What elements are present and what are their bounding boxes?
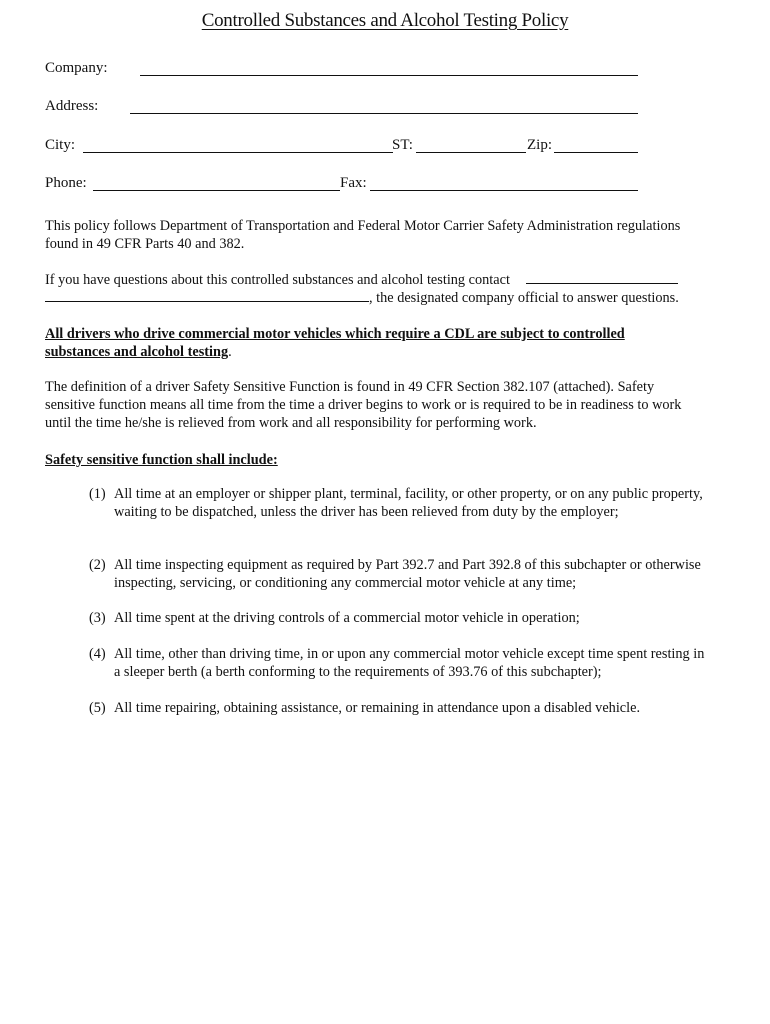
drivers-notice bbox=[45, 325, 685, 361]
contact-paragraph bbox=[45, 271, 705, 307]
city-label: City: bbox=[45, 137, 76, 153]
company-label: Company: bbox=[45, 60, 108, 76]
contact-suffix-text: , the designated company official to answer questions. bbox=[369, 290, 679, 306]
contact-name-line-2[interactable] bbox=[45, 289, 369, 302]
definition-paragraph: The definition of a driver Safety Sensitive Function is found in 49 CFR Section 382.107 (attached). Safety sensitive function means all time from the time a driver begins to work or is required to be in readiness to work until the time he/she is relieved from work and all responsibility for performing work. bbox=[45, 379, 682, 431]
company-input-line[interactable] bbox=[140, 75, 638, 76]
drivers-notice-period: . bbox=[228, 344, 232, 360]
phone-fax-row bbox=[45, 175, 645, 197]
st-label: ST: bbox=[392, 137, 413, 153]
list-item-number: (3) bbox=[89, 610, 106, 626]
city-state-zip-row bbox=[45, 137, 645, 159]
zip-input-line[interactable] bbox=[554, 152, 638, 153]
list-item-number: (4) bbox=[89, 646, 106, 662]
zip-label: Zip: bbox=[527, 137, 552, 153]
st-input-line[interactable] bbox=[416, 152, 526, 153]
drivers-notice-text: All drivers who drive commercial motor vehicles which require a CDL are subject to controlled substances and alcohol testing bbox=[45, 326, 625, 360]
fax-input-line[interactable] bbox=[370, 190, 638, 191]
regulations-paragraph: This policy follows Department of Transportation and Federal Motor Carrier Safety Administration regulations found in 49 CFR Parts 40 and 382. bbox=[45, 218, 681, 252]
list-item-text: All time, other than driving time, in or upon any commercial motor vehicle except time spent resting in a sleeper berth (a berth conforming to the requirements of 393.76 of this subchapter); bbox=[114, 646, 705, 680]
list-item-text: All time spent at the driving controls of a commercial motor vehicle in operation; bbox=[114, 610, 580, 626]
document-title: Controlled Substances and Alcohol Testing Policy bbox=[201, 10, 569, 31]
list-item-text: All time inspecting equipment as required by Part 392.7 and Part 392.8 of this subchapter or otherwise inspecting, servicing, or conditioning any commercial motor vehicle at any time; bbox=[114, 557, 701, 591]
company-field-row bbox=[45, 60, 645, 82]
list-item-number: (1) bbox=[89, 486, 106, 502]
function-heading bbox=[45, 451, 705, 469]
city-input-line[interactable] bbox=[83, 152, 393, 153]
list-item-text: All time repairing, obtaining assistance, or remaining in attendance upon a disabled vehicle. bbox=[114, 700, 641, 716]
address-input-line[interactable] bbox=[130, 113, 638, 114]
list-item-number: (5) bbox=[89, 700, 106, 716]
contact-name-line[interactable] bbox=[526, 271, 678, 284]
contact-prefix-text: If you have questions about this controlled substances and alcohol testing contact bbox=[45, 272, 510, 288]
address-field-row bbox=[45, 98, 645, 120]
list-item-text: All time at an employer or shipper plant, terminal, facility, or other property, or on any public property, waiting to be dispatched, unless the driver has been relieved from duty by the employer; bbox=[114, 486, 703, 520]
phone-input-line[interactable] bbox=[93, 190, 340, 191]
phone-label: Phone: bbox=[45, 175, 87, 191]
function-heading-text: Safety sensitive function shall include: bbox=[45, 452, 278, 468]
fax-label: Fax: bbox=[340, 175, 367, 191]
address-label: Address: bbox=[45, 98, 99, 114]
list-item-number: (2) bbox=[89, 557, 106, 573]
